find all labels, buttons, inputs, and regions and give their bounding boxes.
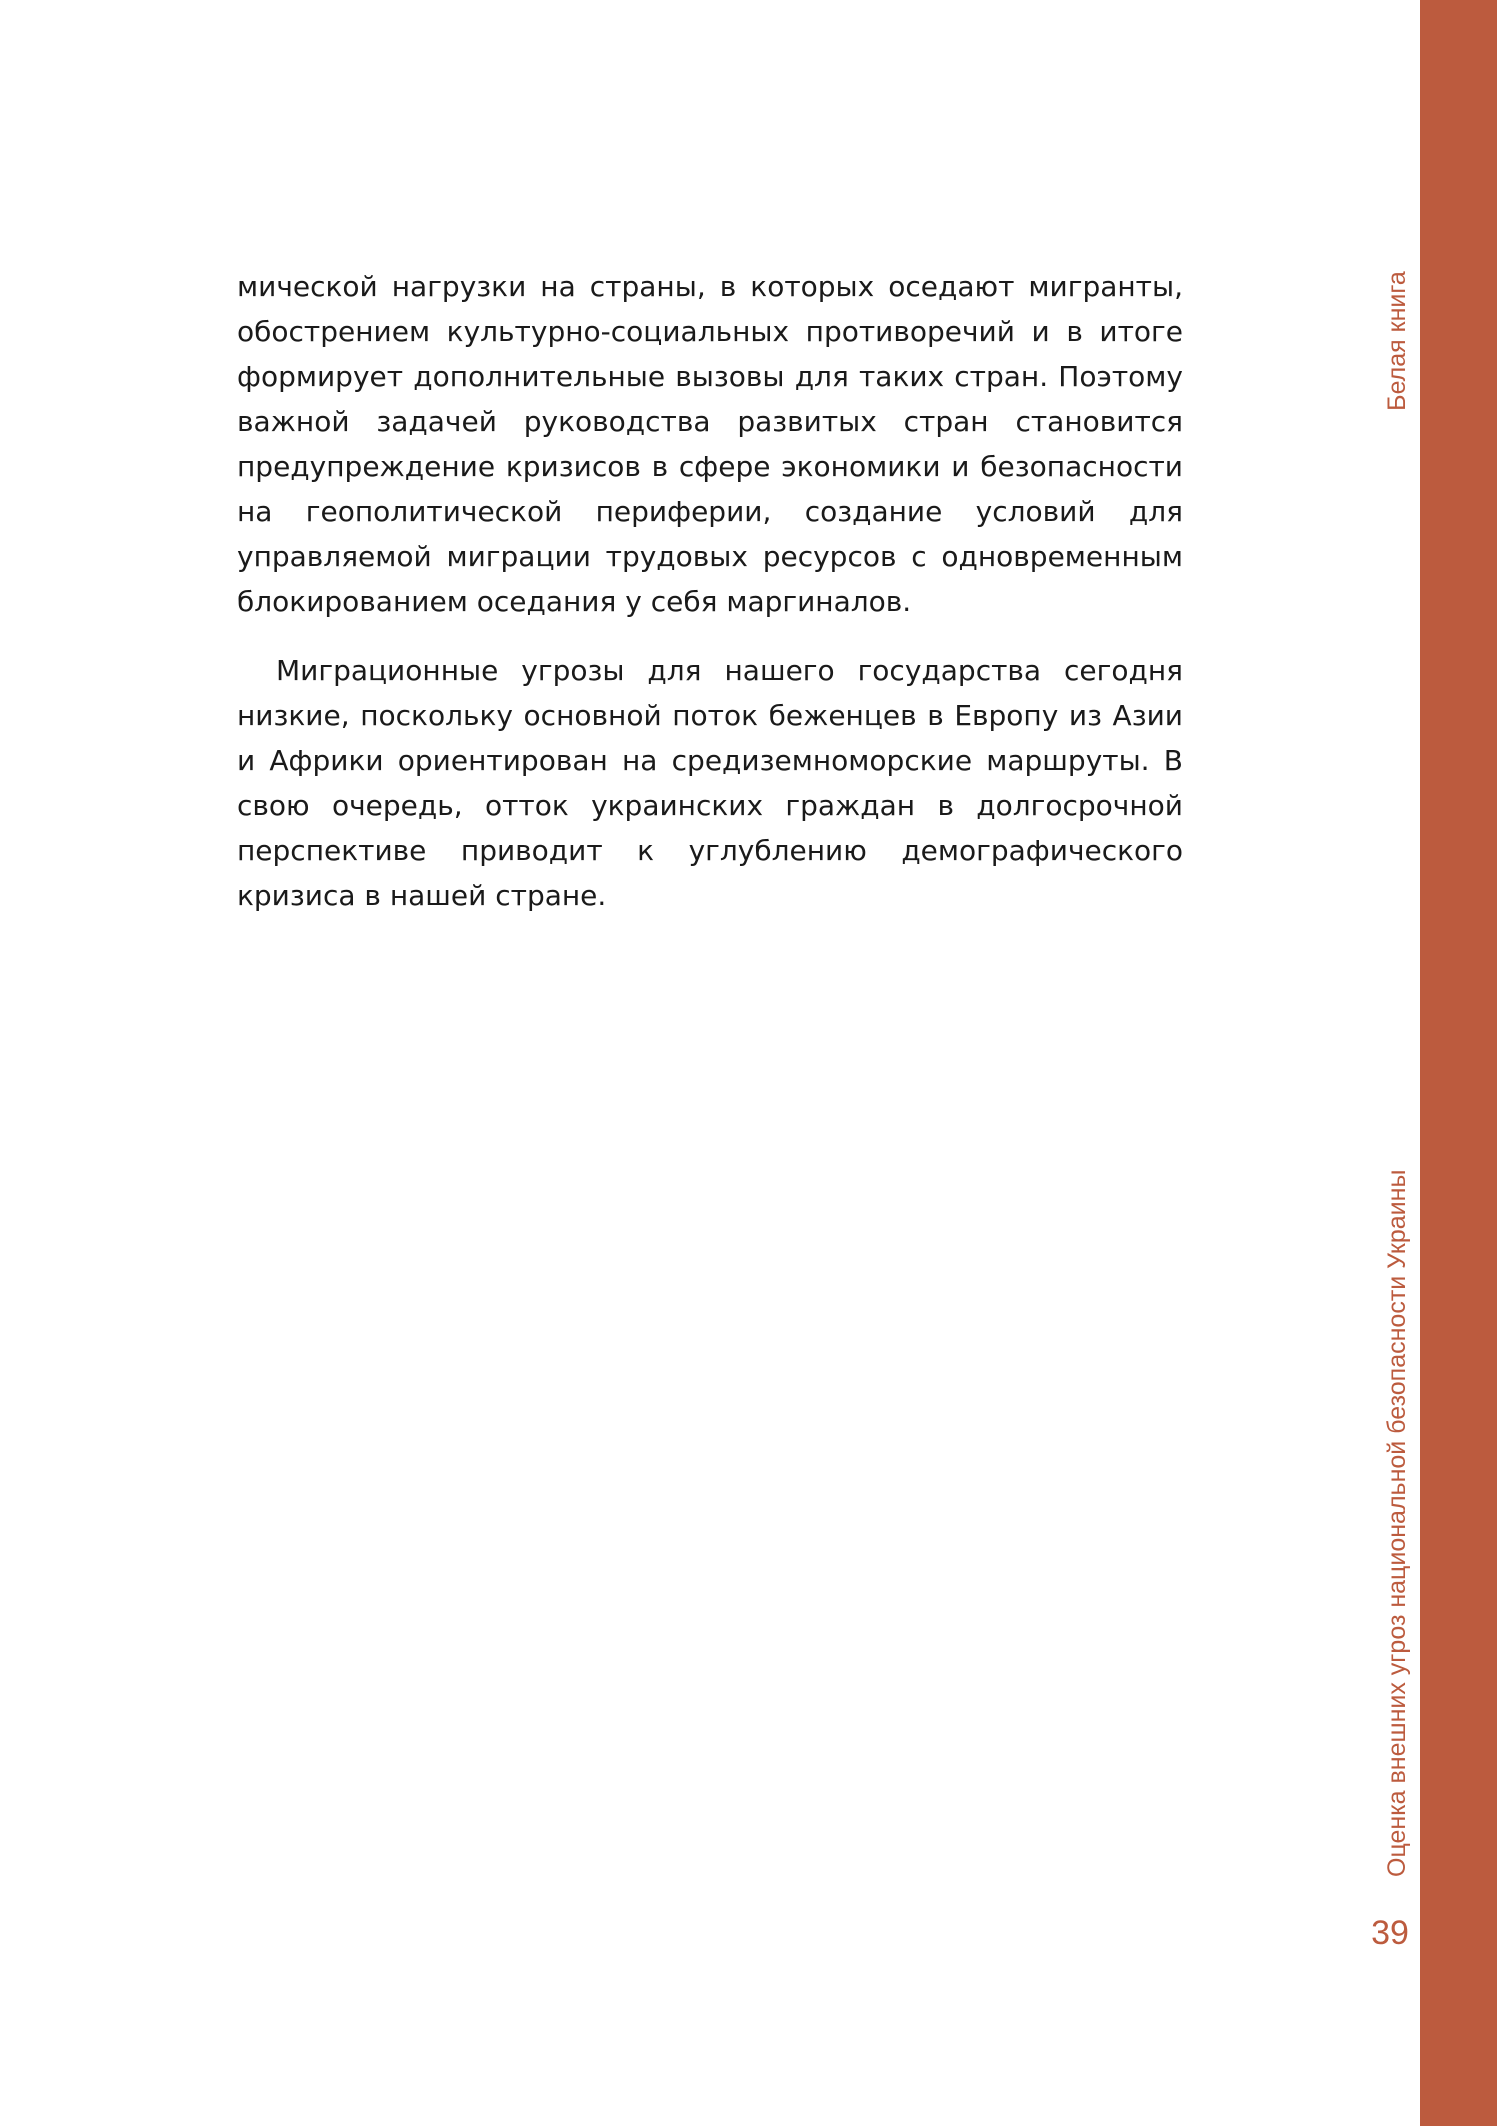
paragraph: Миграционные угрозы для нашего государства сегодня низкие, поскольку основной поток беженцев в Европу из Азии и Африки ориентирован на средиземноморские маршруты. В свою очередь, отток украинских граждан в долгосрочной перспективе приводит к углублению демографического кризиса в нашей стране. [237,654,1183,912]
side-accent-band [1420,0,1497,2126]
running-head-book: Белая книга [1383,271,1411,411]
paragraph: мической нагрузки на страны, в которых оседают мигранты, обострением культурно-социальных противоречий и в итоге формирует дополнительные вызовы для таких стран. Поэтому важной задачей руководства развитых стран становится предупреждение кризисов в сфере экономики и безопасности на геополитической периферии, создание условий для управляемой миграции трудовых ресурсов с одновременным блокированием оседания у себя маргиналов. [237,270,1183,618]
running-head-title: Оценка внешних угроз национальной безопасности Украины [1383,1169,1411,1877]
body-text [237,264,1183,918]
page-number: 39 [1371,1914,1409,1952]
